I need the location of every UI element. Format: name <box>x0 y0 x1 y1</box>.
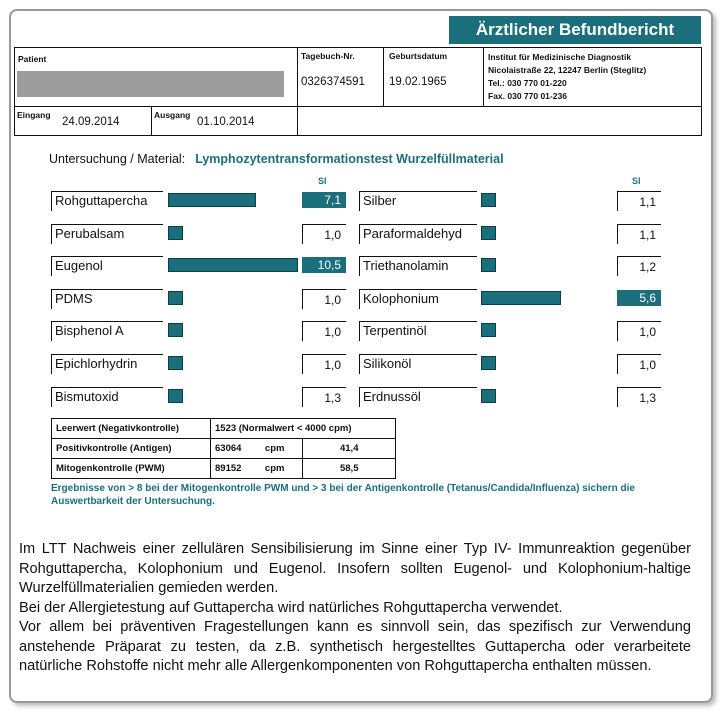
si-value: 1,0 <box>302 289 346 309</box>
validity-note: Ergebnisse von > 8 bei der Mitogenkontrolle PWM und > 3 bei der Antigenkontrolle (Tetanus/Candida/Influenza) sichern die Auswertbarkeit der Untersuchung. <box>51 483 635 507</box>
si-value: 1,0 <box>617 354 661 374</box>
control-value: 63064 <box>211 439 261 459</box>
allergen-label: Silber <box>359 191 477 211</box>
allergen-label: Kolophonium <box>359 289 477 309</box>
institute-street: Nicolaistraße 22, 12247 Berlin (Steglitz) <box>488 65 647 75</box>
allergen-label: Bisphenol A <box>51 321 163 341</box>
si-header-left: SI <box>318 176 327 186</box>
allergen-label: Silikonöl <box>359 354 477 374</box>
si-bar <box>481 356 496 370</box>
si-value: 1,2 <box>617 256 661 276</box>
control-value: 1523 (Normalwert < 4000 cpm) <box>211 419 396 439</box>
institute-address <box>488 51 646 103</box>
eingang-label: Eingang <box>17 110 51 120</box>
patient-name-redacted <box>17 71 284 97</box>
tagebuch-label: Tagebuch-Nr. <box>301 51 355 61</box>
institute-fax: Fax. 030 770 01-236 <box>488 91 567 101</box>
si-value: 5,6 <box>617 290 661 306</box>
table-row <box>52 439 396 459</box>
si-header-right: SI <box>632 176 641 186</box>
allergen-label: Bismutoxid <box>51 387 163 407</box>
allergen-label: Rohguttapercha <box>51 191 163 211</box>
control-value: 89152 <box>211 459 261 479</box>
si-value: 1,1 <box>617 191 661 211</box>
allergen-label: PDMS <box>51 289 163 309</box>
control-label: Positivkontrolle (Antigen) <box>52 439 211 459</box>
control-label: Mitogenkontrolle (PWM) <box>52 459 211 479</box>
ausgang-value: 01.10.2014 <box>197 116 255 128</box>
si-bar <box>481 226 496 240</box>
allergen-label: Terpentinöl <box>359 321 477 341</box>
si-bar <box>481 323 496 337</box>
si-value: 1,0 <box>617 321 661 341</box>
si-bar <box>481 389 496 403</box>
si-value: 7,1 <box>302 192 346 208</box>
table-row <box>52 459 396 479</box>
si-value: 1,3 <box>302 387 346 407</box>
allergen-label: Paraformaldehyd <box>359 224 477 244</box>
controls-table <box>51 418 396 479</box>
si-bar <box>168 226 183 240</box>
report-text <box>19 540 691 677</box>
table-row <box>52 419 396 439</box>
si-bar <box>481 291 561 305</box>
examination-line <box>49 152 504 166</box>
si-value: 1,3 <box>617 387 661 407</box>
allergen-label: Eugenol <box>51 256 163 276</box>
report-title: Ärztlicher Befundbericht <box>449 16 701 44</box>
control-si: 41,4 <box>303 439 396 459</box>
si-bar <box>168 258 298 272</box>
si-bar <box>168 323 183 337</box>
allergen-label: Perubalsam <box>51 224 163 244</box>
institute-name: Institut für Medizinische Diagnostik <box>488 52 632 62</box>
control-unit: cpm <box>261 459 303 479</box>
si-bar <box>168 291 183 305</box>
allergen-label: Erdnussöl <box>359 387 477 407</box>
eingang-value: 24.09.2014 <box>62 116 120 128</box>
si-bar <box>481 193 496 207</box>
si-bar <box>168 389 183 403</box>
control-unit: cpm <box>261 439 303 459</box>
si-bar <box>168 193 256 207</box>
paragraph: Im LTT Nachweis einer zellulären Sensibilisierung im Sinne einer Typ IV- Immunreaktion gegenüber Rohguttapercha, Kolophonium und Eugenol. Insofern sollten Eugenol- und Kolophonium-haltige Wurzelfüllmaterialien gemieden werden. <box>19 541 691 596</box>
tagebuch-value: 0326374591 <box>301 76 365 88</box>
paragraph: Bei der Allergietestung auf Guttapercha wird natürliches Rohguttapercha verwendet. <box>19 599 563 616</box>
paragraph: Vor allem bei präventiven Fragestellungen kann es sinnvoll sein, das spezifisch zur Verwendung anstehende Präparat zu testen, da z.B. synthetisch hergestelltes Guttapercha oder verarbeitete natürliche Rohstoffe nicht mehr alle Allergenkomponenten von Rohguttapercha enthalten müssen. <box>19 619 691 674</box>
si-bar <box>168 356 183 370</box>
geburtsdatum-value: 19.02.1965 <box>389 76 447 88</box>
si-value: 1,1 <box>617 224 661 244</box>
institute-phone: Tel.: 030 770 01-220 <box>488 78 567 88</box>
allergen-label: Epichlorhydrin <box>51 354 163 374</box>
examination-label: Untersuchung / Material: <box>49 152 186 166</box>
si-value: 1,0 <box>302 321 346 341</box>
si-value: 1,0 <box>302 224 346 244</box>
patient-label: Patient <box>18 54 47 64</box>
control-si: 58,5 <box>303 459 396 479</box>
geburtsdatum-label: Geburtsdatum <box>389 51 448 61</box>
si-value: 1,0 <box>302 354 346 374</box>
empty-cell <box>297 106 702 136</box>
control-label: Leerwert (Negativkontrolle) <box>52 419 211 439</box>
si-value: 10,5 <box>302 257 346 273</box>
ausgang-label: Ausgang <box>154 110 191 120</box>
si-bar <box>481 258 496 272</box>
examination-value: Lymphozytentransformationstest Wurzelfüllmaterial <box>195 152 504 166</box>
allergen-label: Triethanolamin <box>359 256 477 276</box>
